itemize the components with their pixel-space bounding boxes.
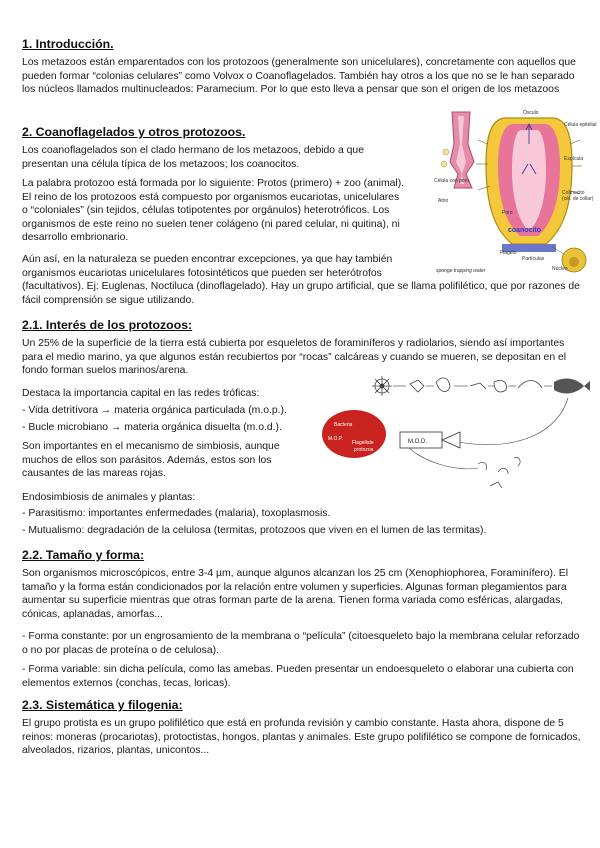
- interes-list-bucle: - Bucle microbiano → materia orgánica disuelta (m.o.d.).: [22, 422, 282, 433]
- tamano-paragraph-1: Son organismos microscópicos, entre 3-4 µm, aunque algunos alcanzan los 25 cm (Xenophiophorea, Foraminífero). El tamaño y la forma están condicionados por la relación entre volumen y superficies. Algunas forman plegamientos para aumentar su superficie mientras que otras forman parte de la arena. Tienen forma variada como esféricas, alargadas, cónicas, aplanadas, amorfas...: [22, 568, 569, 620]
- tamano-list-constante: - Forma constante: por un engrosamiento de la membrana o “película” (citoesqueleto bajo la membrana celular reforzado o no por placas de proteína o de celulosa).: [22, 631, 580, 656]
- heading-coanoflagelados: 2. Coanoflagelados y otros protozoos.: [22, 125, 246, 139]
- label-coanocito: Coanocito: [562, 190, 585, 196]
- label-flagelo: Flagelo: [500, 250, 517, 256]
- interes-paragraph-1: Un 25% de la superficie de la tierra está cubierta por esqueletos de foraminíferos y radiolarios, siendo así importantes para el medio marino, ya que algunos están recubiertos por “rocas” calcáreas y cuando se mueren, se depositan en el fondo forman suelos marinos/arena.: [22, 338, 567, 377]
- label-mod: M.O.D.: [408, 439, 427, 445]
- interes-paragraph-simbiosis: Son importantes en el mecanismo de simbiosis, aunque muchos de ellos son parásitos. Además, estos son los causantes de las mareas rojas.: [22, 441, 280, 480]
- label-mop: M.O.P.: [328, 436, 343, 442]
- interes-paragraph-2: Destaca la importancia capital en las redes tróficas:: [22, 388, 260, 399]
- coano-paragraph-3b: (facultativos). Ej: Euglenas, Noctiluca (dinoflagelado). Hay un grupo artificial, que se llama polifilético, que por razones de fácil comprensión se sigue utilizando.: [22, 281, 580, 306]
- heading-interes: 2.1. Interés de los protozoos:: [22, 318, 193, 332]
- interes-list-parasitismo: - Parasitismo: importantes enfermedades (malaria), toxoplasmosis.: [22, 508, 331, 519]
- label-bacteria: Bacteria: [334, 422, 353, 428]
- label-espicula: Espícula: [564, 156, 584, 162]
- interes-list-mutualismo: - Mutualismo: degradación de la celulosa (termitas, protozoos que viven en el lumen de las termitas).: [22, 525, 487, 536]
- label-coanocito-big: coanocito: [508, 227, 542, 234]
- heading-tamano: 2.2. Tamaño y forma:: [22, 548, 145, 562]
- coano-paragraph-3a: Aún así, en la naturaleza se pueden encontrar excepciones, ya que hay también organismos eucariotas unicelulares fotosintéticos que pueden ser heterótrofos: [22, 254, 393, 279]
- label-osculo: Ósculo: [523, 110, 539, 116]
- heading-introduccion: 1. Introducción.: [22, 37, 114, 51]
- intro-paragraph: Los metazoos están emparentados con los protozoos (generalmente son unicelulares), concretamente con aquellos que pueden formar “colonias celulares” como Volvox o Coanoflagelados. También hay otros a los que no se le han separado los núcleos llamados multinucleados: Paramecium. Por lo que esto lleva a pensar que son el origen de los metazoos: [22, 57, 576, 96]
- sponge-anatomy-figure: [432, 104, 597, 276]
- label-flagellate: Flagellate: [352, 440, 374, 446]
- label-nucleo: Núcleo: [552, 266, 568, 272]
- label-atrio: Atrio: [438, 198, 449, 204]
- figure-caption: sponge trapping water: [436, 268, 486, 274]
- label-coanocito-sub: (cél. de collar): [562, 196, 594, 202]
- label-celula-epitelial: Célula epitelial: [564, 122, 597, 128]
- label-particulas: Partículas: [522, 256, 545, 262]
- interes-list-detritivora: - Vida detritívora → materia orgánica particulada (m.o.p.).: [22, 405, 287, 416]
- label-celula-poro: Célula con poro: [434, 178, 470, 184]
- label-protozoa: protozoa: [354, 447, 374, 453]
- tamano-list-variable: - Forma variable: sin dicha película, como las amebas. Pueden presentar un endoesqueleto o elaborar una cubierta con elementos externos (conchas, tecas, loricas).: [22, 664, 574, 689]
- interes-paragraph-endosimbiosis: Endosimbiosis de animales y plantas:: [22, 492, 196, 503]
- coano-paragraph-1: Los coanoflagelados son el clado hermano de los metazoos, debido a que presentan una célula típica de los metazoos; los coanocitos.: [22, 145, 364, 170]
- label-poro: Poro: [502, 210, 513, 216]
- coano-paragraph-2: La palabra protozoo está formada por lo siguiente: Protos (primero) + zoo (animal). El reino de los protozoos está compuesto por organismos eucariotas, unicelulares o “coloniales” (sin tejidos, células totipotentes por orgánulos) heterotróficos. Los organismos de este reino no suelen tener colágeno (ni pared celular, ni quitina), ni desarrollo embrionario.: [22, 178, 405, 244]
- food-web-figure: [318, 372, 590, 496]
- sistematica-paragraph: El grupo protista es un grupo polifilético que está en profunda revisión y cambio constante. Hasta ahora, dispone de 5 reinos: moneras (procariotas), protoctistas, hongos, plantas y animales. Este grupo polifilético se compone de fornicados, alveolados, rizarios, plantas, unicontos...: [22, 718, 581, 757]
- heading-sistematica: 2.3. Sistemática y filogenia:: [22, 698, 183, 712]
